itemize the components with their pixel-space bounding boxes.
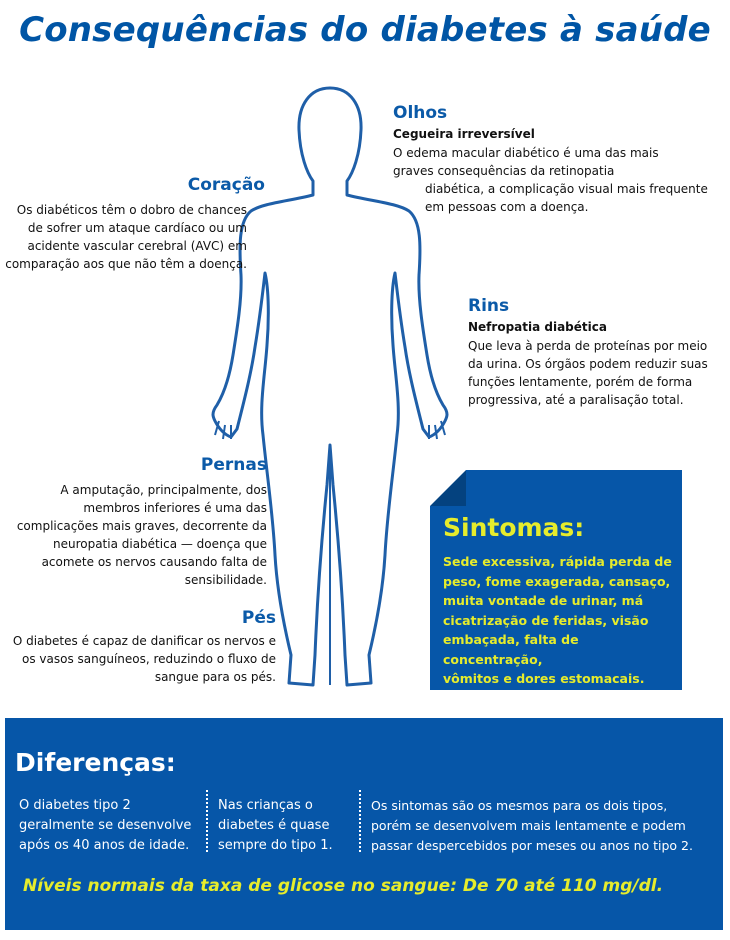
pernas-line-6: sensibilidade.: [184, 573, 267, 587]
section-rins-title: Rins: [468, 296, 510, 316]
sintomas-box: [430, 470, 682, 690]
pes-line-3: sangue para os pés.: [154, 670, 276, 684]
sintomas-title: Sintomas:: [443, 513, 585, 542]
section-pes-title: Pés: [241, 608, 276, 628]
rins-line-3: funções lentamente, porém de forma: [468, 375, 693, 389]
diferencas-col-1: [19, 796, 204, 856]
sintomas-line-6: vômitos e dores estomacais.: [443, 671, 645, 686]
pernas-line-5: acomete os nervos causando falta de: [41, 555, 267, 569]
dif-col1-line-3: após os 40 anos de idade.: [19, 838, 190, 853]
diferencas-col-2: [218, 796, 353, 856]
coracao-line-1: Os diabéticos têm o dobro de chances: [16, 203, 247, 217]
dif-col2-line-2: diabetes é quase: [218, 818, 330, 833]
section-olhos-title: Olhos: [393, 103, 448, 123]
olhos-line-2: graves consequências da retinopatia: [393, 164, 615, 178]
divider: [206, 790, 208, 852]
pernas-line-2: membros inferiores é uma das: [83, 501, 267, 515]
section-rins-text: [468, 337, 728, 409]
dif-col3-line-3: passar despercebidos por meses ou anos no tipo 2.: [371, 838, 693, 853]
sintomas-line-4: cicatrização de feridas, visão: [443, 612, 649, 628]
coracao-line-4: comparação aos que não têm a doença.: [5, 257, 247, 271]
pernas-line-1: A amputação, principalmente, dos: [60, 483, 267, 497]
section-rins-subtitle: Nefropatia diabética: [468, 320, 607, 334]
diferencas-title: Diferenças:: [15, 748, 176, 777]
dif-col1-line-1: O diabetes tipo 2: [19, 798, 131, 813]
section-olhos-text: [393, 144, 723, 216]
dif-col2-line-3: sempre do tipo 1.: [218, 838, 333, 853]
sintomas-text: [443, 552, 679, 689]
pernas-line-4: neuropatia diabética — doença que: [52, 537, 267, 551]
diferencas-panel: [5, 718, 723, 930]
rins-line-1: Que leva à perda de proteínas por meio: [468, 339, 708, 353]
olhos-line-1: O edema macular diabético é uma das mais: [393, 146, 659, 160]
sintomas-line-1: Sede excessiva, rápida perda de: [443, 554, 672, 569]
dif-col3-line-2: porém se desenvolvem mais lentamente e podem: [371, 818, 686, 833]
dif-col2-line-1: Nas crianças o: [218, 798, 313, 813]
section-pernas-title: Pernas: [200, 455, 267, 475]
pes-line-1: O diabetes é capaz de danificar os nervos e: [12, 634, 276, 648]
pes-line-2: os vasos sanguíneos, reduzindo o fluxo de: [22, 652, 276, 666]
divider: [359, 790, 361, 852]
section-coracao-title: Coração: [187, 175, 265, 195]
rins-line-2: da urina. Os órgãos podem reduzir suas: [468, 357, 708, 371]
section-pernas-text: [5, 481, 267, 589]
rins-line-4: progressiva, até a paralisação total.: [468, 393, 684, 407]
section-pes-text: [5, 632, 276, 686]
pernas-line-3: complicações mais graves, decorrente da: [16, 519, 267, 533]
dif-col3-line-1: Os sintomas são os mesmos para os dois tipos,: [371, 798, 668, 813]
section-coracao-text: [5, 201, 247, 273]
sintomas-line-5: embaçada, falta de concentração,: [443, 632, 579, 667]
sintomas-line-3: muita vontade de urinar, má: [443, 593, 644, 608]
coracao-line-3: acidente vascular cerebral (AVC) em: [27, 239, 247, 253]
sintomas-line-2: peso, fome exagerada, cansaço,: [443, 573, 671, 589]
olhos-line-3: diabética, a complicação visual mais frequente: [425, 182, 708, 196]
dif-col1-line-2: geralmente se desenvolve: [19, 818, 192, 833]
olhos-line-4: em pessoas com a doença.: [425, 200, 589, 214]
section-olhos-subtitle: Cegueira irreversível: [393, 127, 535, 141]
folded-corner-mask: [430, 470, 466, 506]
coracao-line-2: de sofrer um ataque cardíaco ou um: [27, 221, 247, 235]
diferencas-col-3: [371, 796, 721, 856]
glicose-footer: Níveis normais da taxa de glicose no sangue: De 70 até 110 mg/dl.: [23, 876, 664, 896]
page-title: Consequências do diabetes à saúde: [19, 10, 711, 50]
